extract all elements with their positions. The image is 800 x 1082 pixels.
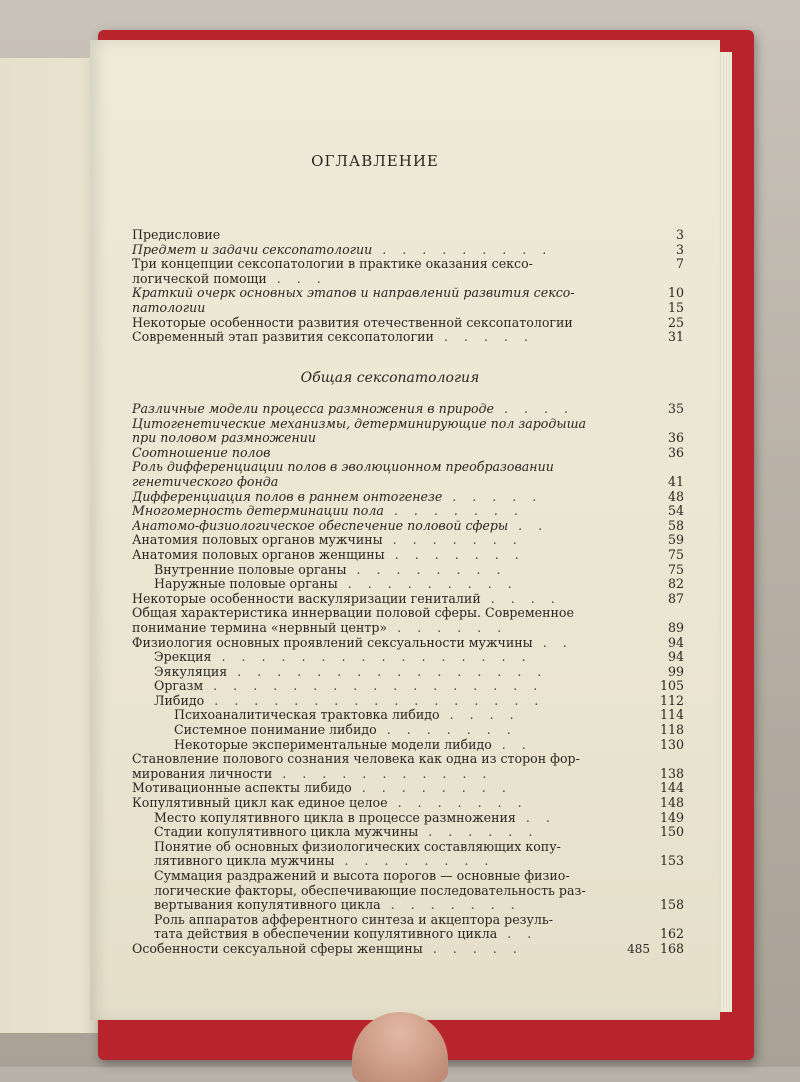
toc-entry-page: 144 [659, 780, 684, 796]
toc-entry [132, 590, 684, 607]
toc-entry-title: Краткий очерк основных этапов и направлений развития сексо- [132, 286, 575, 301]
toc-entry [132, 795, 684, 811]
toc-entry-title: Цитогенетические механизмы, детерминирующие пол зародыша [132, 416, 587, 431]
toc-entry-page: 149 [659, 809, 684, 825]
toc-entry-title: Физиология основных проявлений сексуальности мужчины . . [132, 635, 573, 650]
toc-entry-page: 168 [659, 940, 684, 956]
leader-dots: . . . . . . . [380, 898, 521, 913]
leader-dots: . . . . . . . . [346, 562, 507, 577]
toc-entry-page: 87 [667, 590, 684, 606]
toc-entry-page: 82 [667, 576, 684, 592]
toc-entry [132, 473, 684, 490]
toc-entry-title: Либидо . . . . . . . . . . . . . . . . . [154, 693, 545, 708]
toc-entry-title: Анатомия половых органов мужчины . . . . . . . [132, 533, 523, 548]
toc-entry [132, 663, 684, 680]
toc-entry-title: Оргазм . . . . . . . . . . . . . . . . . [154, 679, 544, 694]
toc-entry-page: 94 [667, 649, 684, 665]
toc-entry [132, 272, 644, 287]
toc-entry [132, 227, 684, 243]
toc-entry [132, 897, 684, 913]
toc-entry [132, 884, 644, 899]
toc-entry-page: 130 [659, 736, 684, 752]
leader-dots: . . . . . . . . . . . . . . . . . [204, 693, 545, 708]
section-heading: Общая сексопатология [300, 370, 480, 386]
toc-entry [132, 256, 684, 272]
toc-entry [132, 940, 684, 957]
leader-dots: . . [491, 737, 532, 752]
toc-entry-title: при половом размножении [132, 431, 316, 446]
toc-entry-title: понимание термина «нервный центр» . . . . . . [132, 620, 508, 635]
toc-intro [132, 227, 684, 345]
toc-entry-title: Суммация раздражений и высота порогов — основные физио- [154, 869, 570, 883]
toc-entry-page: 59 [667, 532, 684, 548]
toc-entry-title: Стадии копулятивного цикла мужчины . . . . . . [154, 825, 539, 840]
toc-entry-page: 3 [675, 241, 684, 257]
toc-entry-title: Понятие об основных физиологических составляющих копу- [154, 839, 561, 854]
toc-entry [132, 913, 644, 928]
toc-entry-page: 41 [667, 473, 684, 489]
toc-entry [132, 460, 644, 475]
toc-entry [132, 707, 684, 723]
toc-entry-page: 36 [667, 430, 684, 446]
toc-entry-page: 153 [659, 853, 684, 869]
leader-dots: . . . . . . . . . [372, 242, 553, 257]
toc-entry [132, 765, 684, 782]
toc-entry [132, 649, 684, 665]
leader-dots: . . . . . . . . [334, 854, 495, 869]
toc-entry-title: Становление полового сознания человека как одна из сторон фор- [132, 752, 580, 767]
toc-entry [132, 299, 684, 316]
toc-entry-title: Различные модели процесса размножения в природе . . . . [132, 402, 575, 416]
leader-dots: . . . . . . . . . . . . . . . . [227, 664, 548, 679]
leader-dots: . . . . . . . . . . . [272, 766, 493, 781]
toc-entry-title: Эрекция . . . . . . . . . . . . . . . . [154, 650, 532, 665]
leader-dots: . . . . . . . . . [337, 577, 518, 592]
toc-entry-title: Роль аппаратов афферентного синтеза и акцептора резуль- [154, 912, 554, 927]
toc-entry-title: Наружные половые органы . . . . . . . . . [154, 577, 518, 592]
toc-entry-title: лятивного цикла мужчины . . . . . . . . [154, 854, 495, 869]
toc-entry [132, 692, 684, 709]
toc-entry [132, 314, 684, 331]
toc-entry [132, 503, 684, 519]
toc-entry-title: Анатомия половых органов женщины . . . . . . . [132, 547, 525, 562]
toc-entry-page: 112 [659, 692, 684, 708]
toc-entry-title: Особенности сексуальной сферы женщины . . . . . [132, 941, 523, 956]
toc-entry-page: 94 [667, 634, 684, 650]
leader-dots: . . . . . . [418, 825, 539, 840]
page-number: 485 [627, 942, 650, 956]
toc-entry [132, 736, 684, 753]
toc-entry-page: 75 [667, 561, 684, 577]
toc-entry [132, 430, 684, 446]
toc-entry [132, 561, 684, 578]
leader-dots: . . [497, 927, 538, 942]
toc-entry-page: 10 [667, 285, 684, 301]
toc-entry-title: генетического фонда [132, 474, 279, 489]
leader-dots: . . [532, 635, 573, 650]
toc-entry-title: Предисловие [132, 228, 221, 242]
toc-entry [132, 722, 684, 738]
toc-entry [132, 824, 684, 840]
toc-entry [132, 401, 684, 417]
toc-entry [132, 576, 684, 592]
toc-entry-title: Три концепции сексопатологии в практике оказания сексо- [132, 257, 533, 272]
toc-entry-title: Системное понимание либидо . . . . . . . [174, 723, 517, 738]
toc-entry [132, 869, 644, 884]
toc-entry [132, 532, 684, 548]
toc-entry-title: патологии [132, 300, 206, 315]
toc-entry-title: логические факторы, обеспечивающие последовательность раз- [154, 883, 586, 898]
toc-entry-page: 89 [667, 619, 684, 635]
toc-entry-title: Общая характеристика иннервации половой сферы. Современное [132, 606, 574, 621]
toc-entry-title: Современный этап развития сексопатологии . . . . . [132, 330, 534, 345]
toc-entry [132, 444, 684, 461]
toc-entry-page: 138 [659, 765, 684, 781]
toc-entry-page: 158 [659, 897, 684, 913]
toc-entry [132, 417, 644, 432]
toc-entry-page: 162 [659, 926, 684, 942]
toc-entry-page: 150 [659, 824, 684, 840]
toc-entry [132, 619, 684, 636]
toc-entry-page: 35 [667, 401, 684, 416]
toc-entry [132, 285, 684, 301]
toc-entry [132, 517, 684, 534]
toc-entry-title: Эякуляция . . . . . . . . . . . . . . . . [154, 664, 548, 679]
toc-entry [132, 546, 684, 563]
toc-entry-title: Некоторые экспериментальные модели либидо . . [174, 737, 532, 752]
toc-entry-page: 75 [667, 546, 684, 562]
leader-dots: . . . . . . [387, 620, 508, 635]
leader-dots: . . . . . [442, 489, 543, 504]
toc-entry-page: 114 [659, 707, 684, 723]
toc-entry-title: Некоторые особенности васкуляризации гениталий . . . . [132, 591, 561, 606]
leader-dots: . . . . . [433, 330, 534, 345]
toc-entry [132, 926, 684, 942]
toc-entry-title: Психоаналитическая трактовка либидо . . . . [174, 708, 520, 723]
toc-entry-title: Предмет и задачи сексопатологии . . . . . . . . . [132, 242, 553, 257]
toc-general [132, 401, 684, 957]
leader-dots: . . [515, 810, 556, 825]
leader-dots: . . . . . . . . . . . . . . . . . [203, 679, 544, 694]
toc-entry-page: 15 [667, 299, 684, 315]
leader-dots: . . . . . . . [382, 533, 523, 548]
toc-entry-title: тата действия в обеспечении копулятивного цикла . . [154, 927, 538, 942]
leader-dots: . . . . . . . [387, 796, 528, 811]
leader-dots: . . . . [480, 591, 561, 606]
toc-entry-title: Анатомо-физиологическое обеспечение половой сферы . . [132, 518, 549, 533]
toc-entry [132, 241, 684, 258]
leader-dots: . . [508, 518, 549, 533]
toc-entry-title: Дифференциация полов в раннем онтогенезе . . . . . [132, 489, 543, 504]
toc-entry-page: 58 [667, 517, 684, 533]
toc-entry [132, 329, 684, 345]
toc-entry-page: 118 [659, 722, 684, 738]
toc-entry [132, 488, 684, 505]
toc-entry [132, 606, 644, 621]
toc-entry [132, 634, 684, 651]
toc-entry-title: Место копулятивного цикла в процессе размножения . . [154, 810, 556, 825]
toc-entry-title: мирования личности . . . . . . . . . . . [132, 766, 493, 781]
toc-entry-title: Некоторые особенности развития отечественной сексопатологии [132, 315, 573, 330]
toc-entry-title: Соотношение полов [132, 445, 271, 460]
toc-entry-page: 31 [667, 329, 684, 345]
leader-dots: . . . . . . . [384, 547, 525, 562]
page-title: ОГЛАВЛЕНИЕ [311, 152, 439, 170]
toc-entry-page: 105 [659, 678, 684, 694]
toc-entry [132, 780, 684, 796]
toc-entry-title: вертывания копулятивного цикла . . . . . . . [154, 898, 521, 913]
toc-entry [132, 840, 644, 855]
toc-entry-page: 48 [667, 488, 684, 504]
leader-dots: . . . . . [422, 941, 523, 956]
leader-dots: . . . . . . . [383, 504, 524, 519]
toc-entry [132, 809, 684, 826]
toc-entry [132, 752, 644, 767]
toc-entry [132, 678, 684, 694]
leader-dots: . . . . . . . . [351, 781, 512, 796]
toc-entry-page: 3 [675, 227, 684, 242]
book-page [90, 40, 720, 1020]
toc-entry-title: Роль дифференциации полов в эволюционном преобразовании [132, 460, 554, 475]
toc-entry-page: 36 [667, 444, 684, 460]
left-page [0, 58, 100, 1033]
leader-dots: . . . . . . . [376, 723, 517, 738]
toc-entry-title: логической помощи . . . [132, 271, 327, 286]
leader-dots: . . . . [439, 708, 520, 723]
toc-entry-title: Мотивационные аспекты либидо . . . . . . . . [132, 781, 512, 796]
toc-entry-page: 99 [667, 663, 684, 679]
toc-entry-page: 54 [667, 503, 684, 519]
toc-entry-title: Внутренние половые органы . . . . . . . . [154, 562, 507, 577]
toc-entry-page: 148 [659, 795, 684, 811]
toc-entry-title: Многомерность детерминации пола . . . . . . . [132, 504, 524, 519]
leader-dots: . . . . [494, 402, 575, 416]
leader-dots: . . . . . . . . . . . . . . . . [211, 650, 532, 665]
leader-dots: . . . [266, 271, 327, 286]
toc-entry-page: 25 [667, 314, 684, 330]
toc-entry [132, 853, 684, 869]
toc-entry-page: 7 [675, 256, 684, 272]
toc-entry-title: Копулятивный цикл как единое целое . . . . . . . [132, 796, 528, 811]
